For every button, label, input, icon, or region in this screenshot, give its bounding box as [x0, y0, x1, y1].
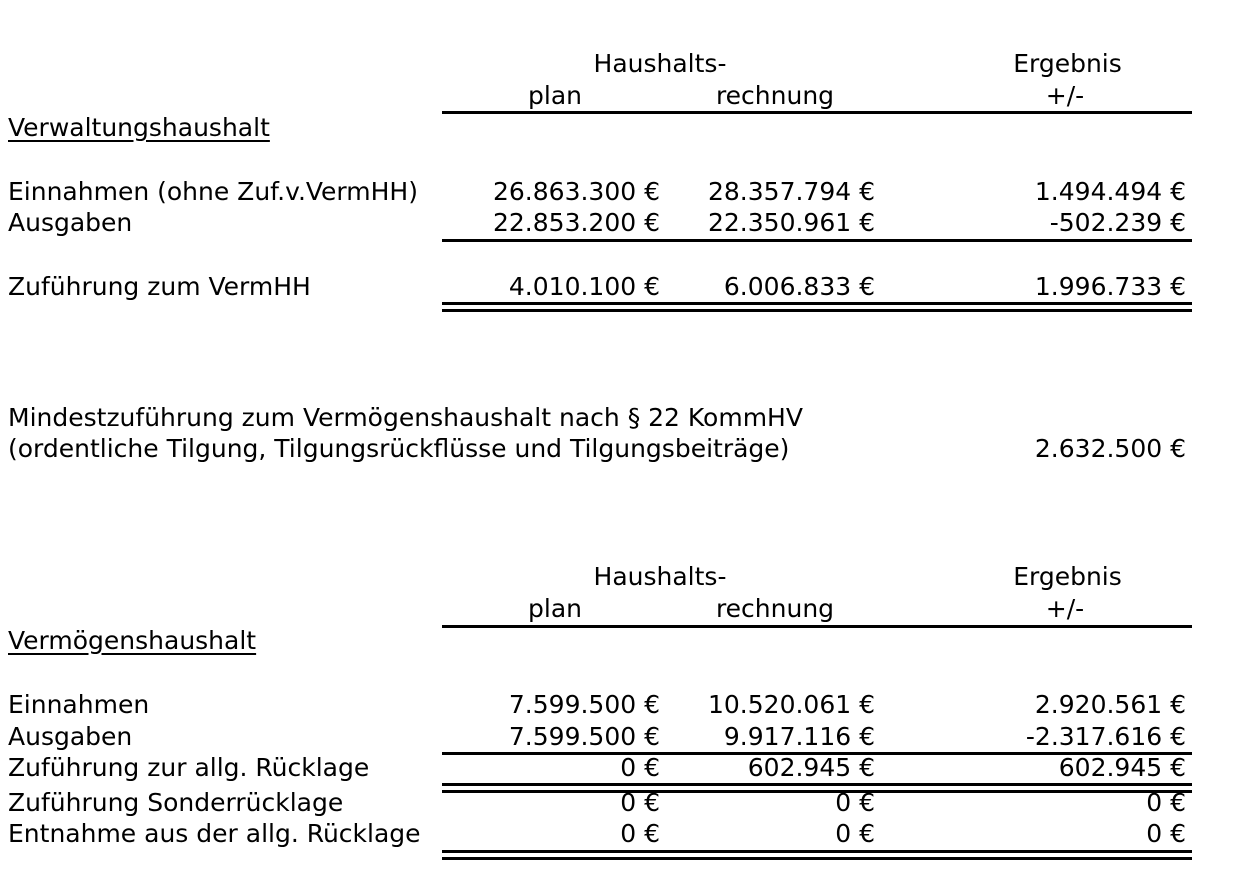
header-ergebnis: Ergebnis — [1013, 49, 1122, 78]
row-rechnung: 9.917.116 € — [723, 722, 875, 751]
section-title-vermoegenshaushalt: Vermögenshaushalt — [8, 626, 257, 655]
header-plusminus: +/- — [1045, 81, 1085, 110]
row-plan: 26.863.300 € — [493, 177, 660, 206]
row-ergebnis: 1.996.733 € — [1034, 272, 1186, 301]
row-ergebnis: 2.920.561 € — [1034, 690, 1186, 719]
row-ergebnis: -502.239 € — [1049, 208, 1186, 237]
row-ergebnis: 0 € — [1146, 819, 1186, 848]
row-label: Zuführung zum VermHH — [8, 272, 311, 301]
row-label: Einnahmen — [8, 690, 150, 719]
total-double-rule — [442, 302, 1192, 312]
row-rechnung: 6.006.833 € — [723, 272, 875, 301]
row-label: Zuführung zur allg. Rücklage — [8, 753, 370, 782]
header-ergebnis: Ergebnis — [1013, 562, 1122, 591]
row-label: Einnahmen (ohne Zuf.v.VermHH) — [8, 177, 418, 206]
row-ergebnis: 602.945 € — [1058, 753, 1186, 782]
row-label: Zuführung Sonderrücklage — [8, 788, 344, 817]
header-rule — [442, 625, 1192, 628]
row-rechnung: 602.945 € — [747, 753, 875, 782]
header-rule — [442, 111, 1192, 114]
header-plan: plan — [528, 594, 582, 623]
mindest-text-line1: Mindestzuführung zum Vermögenshaushalt nach § 22 KommHV — [8, 403, 803, 432]
row-rechnung: 28.357.794 € — [708, 177, 875, 206]
subtotal-rule — [442, 239, 1192, 242]
row-rechnung: 0 € — [835, 788, 875, 817]
row-plan: 0 € — [620, 753, 660, 782]
section-title-verwaltungshaushalt: Verwaltungshaushalt — [8, 113, 270, 142]
header-haushalts: Haushalts- — [593, 562, 727, 591]
row-plan: 4.010.100 € — [508, 272, 660, 301]
final-double-rule — [442, 850, 1192, 860]
row-plan: 0 € — [620, 819, 660, 848]
row-ergebnis: 0 € — [1146, 788, 1186, 817]
row-rechnung: 0 € — [835, 819, 875, 848]
row-rechnung: 10.520.061 € — [708, 690, 875, 719]
row-plan: 0 € — [620, 788, 660, 817]
header-rechnung: rechnung — [715, 594, 835, 623]
row-plan: 7.599.500 € — [508, 722, 660, 751]
mindest-value: 2.632.500 € — [1034, 434, 1186, 463]
row-rechnung: 22.350.961 € — [708, 208, 875, 237]
header-plan: plan — [528, 81, 582, 110]
row-plan: 7.599.500 € — [508, 690, 660, 719]
header-plusminus: +/- — [1045, 594, 1085, 623]
row-ergebnis: -2.317.616 € — [1025, 722, 1186, 751]
row-label: Entnahme aus der allg. Rücklage — [8, 819, 421, 848]
header-haushalts: Haushalts- — [593, 49, 727, 78]
mindest-text-line2: (ordentliche Tilgung, Tilgungsrückflüsse und Tilgungsbeiträge) — [8, 434, 790, 463]
row-ergebnis: 1.494.494 € — [1034, 177, 1186, 206]
header-rechnung: rechnung — [715, 81, 835, 110]
row-label: Ausgaben — [8, 208, 133, 237]
row-plan: 22.853.200 € — [493, 208, 660, 237]
row-label: Ausgaben — [8, 722, 133, 751]
